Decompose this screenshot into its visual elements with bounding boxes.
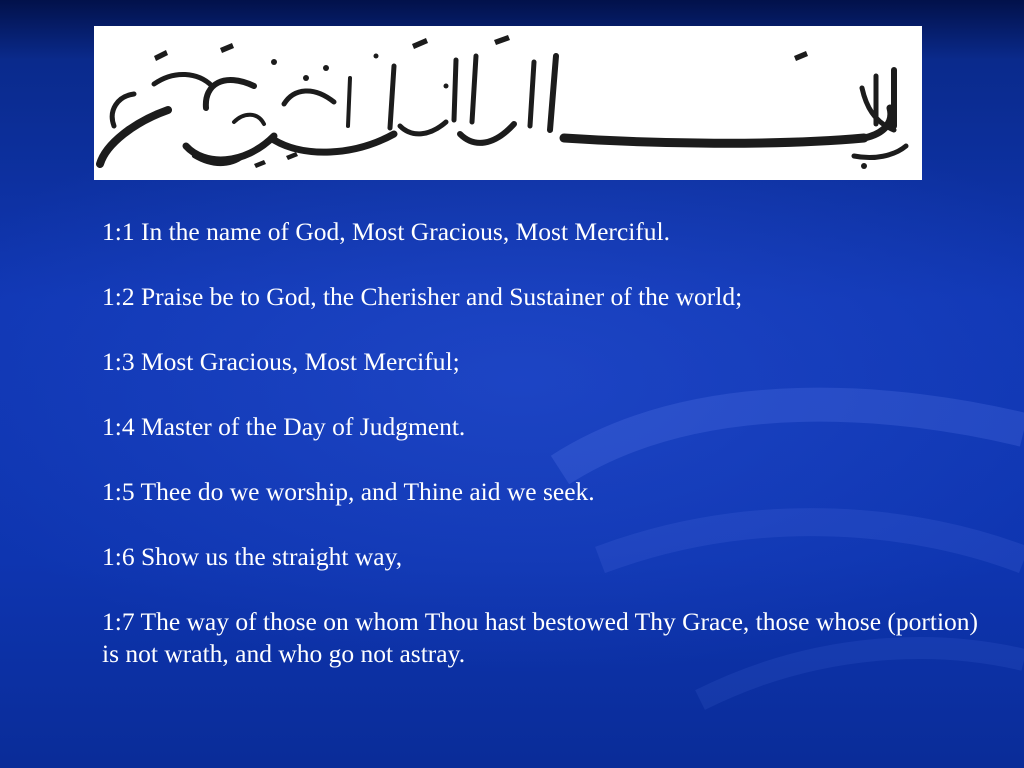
basmala-calligraphy-image <box>94 26 922 180</box>
verse-1-7: 1:7 The way of those on whom Thou hast bestowed Thy Grace, those whose (portion) is not wrath, and who go not astray. <box>102 607 979 668</box>
verse-list <box>102 216 982 703</box>
verse-1-3: 1:3 Most Gracious, Most Merciful; <box>102 347 460 376</box>
verse-1-1: 1:1 In the name of God, Most Gracious, Most Merciful. <box>102 217 670 246</box>
verse-1-2: 1:2 Praise be to God, the Cherisher and Sustainer of the world; <box>102 282 743 311</box>
basmala-calligraphy-banner <box>94 26 922 180</box>
verse-1-5: 1:5 Thee do we worship, and Thine aid we seek. <box>102 477 595 506</box>
verse-1-6: 1:6 Show us the straight way, <box>102 542 403 571</box>
verse-1-4: 1:4 Master of the Day of Judgment. <box>102 412 466 441</box>
